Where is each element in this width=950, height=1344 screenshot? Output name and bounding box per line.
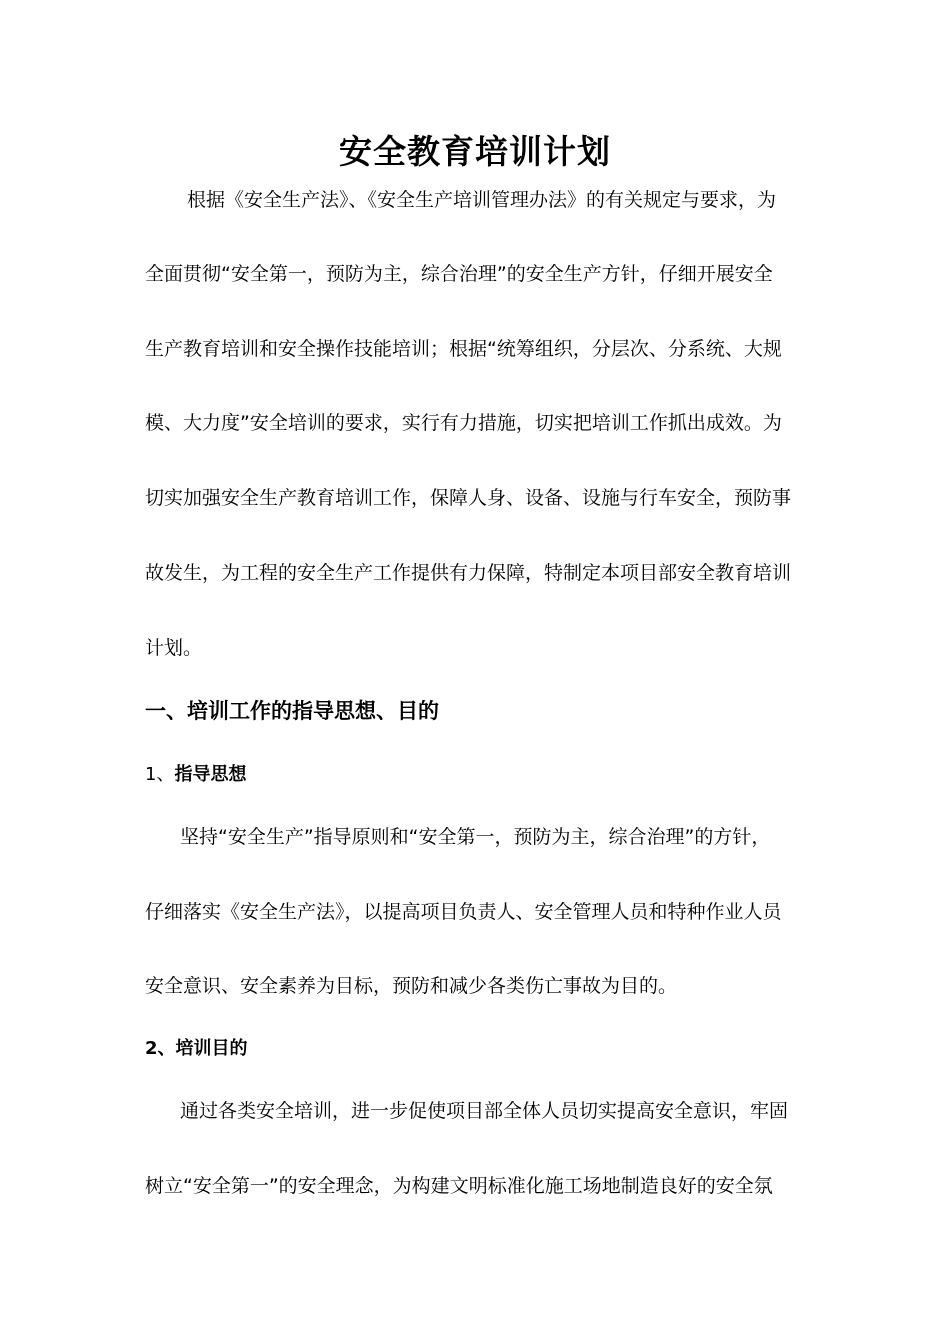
intro-line-5: 切实加强安全生产教育培训工作，保障人身、设备、设施与行车安全，预防事 [145, 487, 792, 509]
intro-line-7: 计划。 [145, 637, 203, 659]
page-title: 安全教育培训计划 [339, 132, 611, 171]
intro-line-1: 根据《安全生产法》、《安全生产培训管理办法》的有关规定与要求，为 [187, 189, 777, 211]
intro-line-2: 全面贯彻“安全第一，预防为主，综合治理”的安全生产方针，仔细开展安全 [145, 263, 773, 285]
subsection-1-heading [145, 760, 246, 790]
intro-line-3: 生产教育培训和安全操作技能培训；根据“统筹组织，分层次、分系统、大规 [145, 338, 782, 360]
intro-line-6: 故发生，为工程的安全生产工作提供有力保障，特制定本项目部安全教育培训 [145, 562, 792, 584]
subsection-1-number: 1、 [145, 764, 175, 785]
sub1-line-3: 安全意识、安全素养为目标，预防和减少各类伤亡事故为目的。 [145, 975, 678, 997]
sub2-line-2: 树立“安全第一”的安全理念，为构建文明标准化施工场地制造良好的安全氛 [145, 1175, 773, 1197]
sub2-line-1: 通过各类安全培训，进一步促使项目部全体人员切实提高安全意识，牢固 [180, 1100, 789, 1122]
sub1-line-1: 坚持“安全生产”指导原则和“安全第一，预防为主，综合治理”的方针， [180, 826, 771, 848]
intro-line-4: 模、大力度”安全培训的要求，实行有力措施，切实把培训工作抓出成效。为 [145, 412, 782, 434]
sub1-line-2: 仔细落实《安全生产法》，以提高项目负责人、安全管理人员和特种作业人员 [145, 901, 782, 923]
section-1-heading: 一、培训工作的指导思想、目的 [145, 699, 439, 723]
subsection-1-title: 指导思想 [174, 764, 247, 785]
subsection-2-heading: 2、培训目的 [145, 1038, 248, 1059]
